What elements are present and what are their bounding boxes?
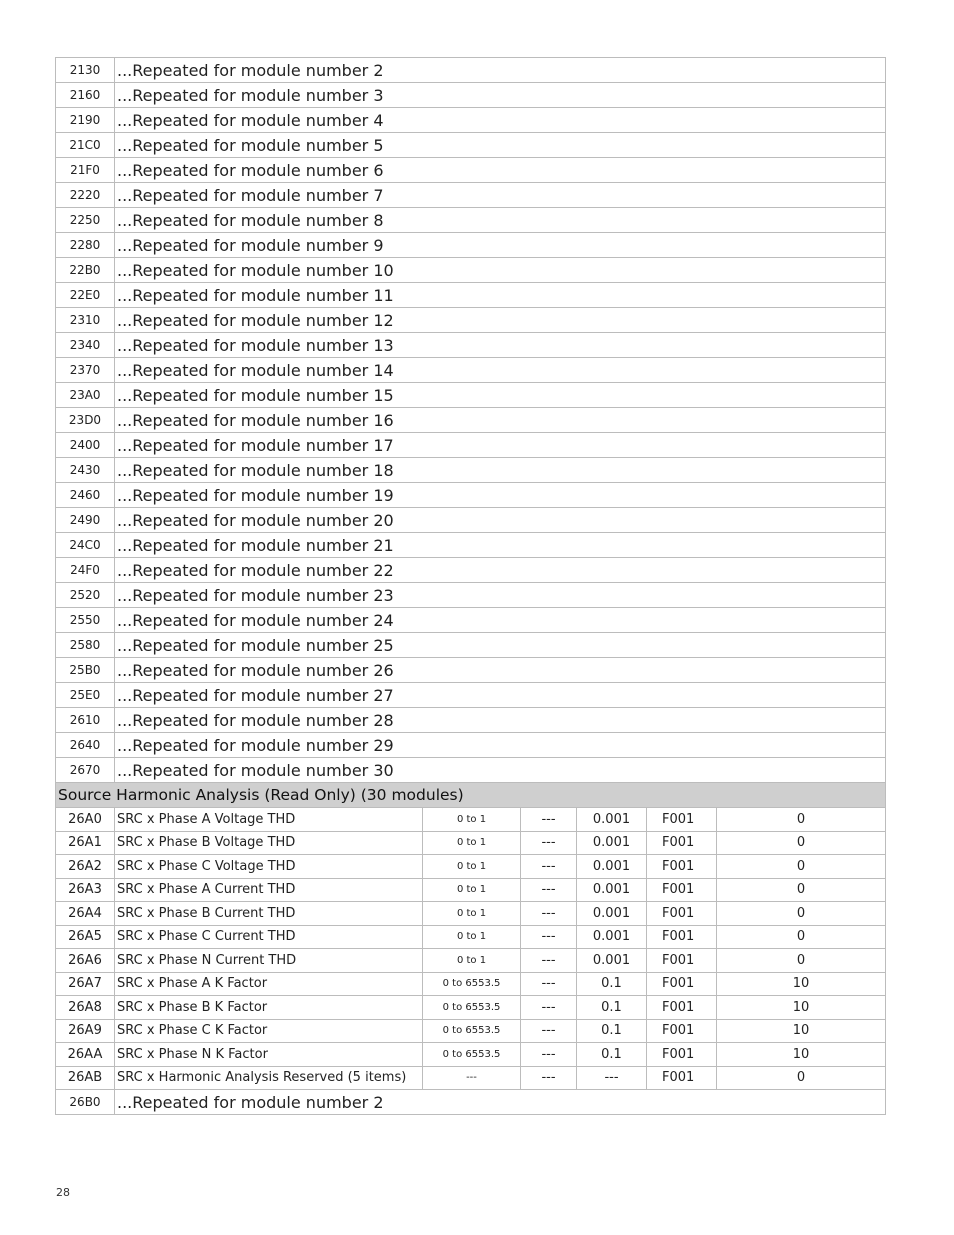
description-cell: ...Repeated for module number 12	[115, 308, 886, 333]
table-row	[56, 808, 886, 832]
description-cell: ...Repeated for module number 5	[115, 133, 886, 158]
range-cell: 0 to 6553.5	[423, 996, 521, 1020]
address-cell: 2640	[56, 733, 115, 758]
default-cell: 10	[717, 996, 886, 1020]
table-row	[56, 633, 886, 658]
address-cell: 26A2	[56, 855, 115, 879]
address-cell: 26AB	[56, 1066, 115, 1090]
table-row	[56, 1019, 886, 1043]
parameter-name-cell: SRC x Phase C K Factor	[115, 1019, 423, 1043]
address-cell: 26A7	[56, 972, 115, 996]
table-row	[56, 233, 886, 258]
table-row	[56, 533, 886, 558]
address-cell: 2610	[56, 708, 115, 733]
description-cell: ...Repeated for module number 9	[115, 233, 886, 258]
default-cell: 10	[717, 972, 886, 996]
table-row	[56, 1043, 886, 1067]
range-cell: 0 to 1	[423, 925, 521, 949]
address-cell: 2520	[56, 583, 115, 608]
address-cell: 22B0	[56, 258, 115, 283]
description-cell: ...Repeated for module number 24	[115, 608, 886, 633]
description-cell: ...Repeated for module number 18	[115, 458, 886, 483]
table-row	[56, 308, 886, 333]
units-cell: ---	[521, 949, 577, 973]
step-cell: 0.1	[577, 996, 647, 1020]
range-cell: 0 to 6553.5	[423, 1019, 521, 1043]
format-cell: F001	[647, 925, 717, 949]
description-cell: ...Repeated for module number 2	[115, 1090, 886, 1115]
description-cell: ...Repeated for module number 16	[115, 408, 886, 433]
units-cell: ---	[521, 878, 577, 902]
address-cell: 23A0	[56, 383, 115, 408]
range-cell: 0 to 1	[423, 949, 521, 973]
address-cell: 2430	[56, 458, 115, 483]
step-cell: 0.001	[577, 831, 647, 855]
parameter-name-cell: SRC x Phase B K Factor	[115, 996, 423, 1020]
default-cell: 10	[717, 1019, 886, 1043]
description-cell: ...Repeated for module number 7	[115, 183, 886, 208]
format-cell: F001	[647, 996, 717, 1020]
parameter-name-cell: SRC x Phase B Current THD	[115, 902, 423, 926]
address-cell: 2490	[56, 508, 115, 533]
address-cell: 2370	[56, 358, 115, 383]
address-cell: 2580	[56, 633, 115, 658]
step-cell: 0.1	[577, 1043, 647, 1067]
range-cell: 0 to 1	[423, 902, 521, 926]
table-row	[56, 458, 886, 483]
address-cell: 26A8	[56, 996, 115, 1020]
address-cell: 2250	[56, 208, 115, 233]
description-cell: ...Repeated for module number 10	[115, 258, 886, 283]
range-cell: 0 to 6553.5	[423, 972, 521, 996]
table-row	[56, 1090, 886, 1115]
format-cell: F001	[647, 1066, 717, 1090]
table-row	[56, 608, 886, 633]
address-cell: 26A6	[56, 949, 115, 973]
table-row	[56, 408, 886, 433]
table-row	[56, 383, 886, 408]
range-cell: 0 to 1	[423, 808, 521, 832]
table-row	[56, 283, 886, 308]
table-body	[56, 58, 886, 1115]
description-cell: ...Repeated for module number 2	[115, 58, 886, 83]
address-cell: 2340	[56, 333, 115, 358]
description-cell: ...Repeated for module number 28	[115, 708, 886, 733]
table-row	[56, 333, 886, 358]
step-cell: 0.1	[577, 1019, 647, 1043]
description-cell: ...Repeated for module number 26	[115, 658, 886, 683]
default-cell: 0	[717, 925, 886, 949]
address-cell: 26A5	[56, 925, 115, 949]
default-cell: 0	[717, 949, 886, 973]
table-row	[56, 558, 886, 583]
parameter-name-cell: SRC x Phase N K Factor	[115, 1043, 423, 1067]
parameter-name-cell: SRC x Phase A K Factor	[115, 972, 423, 996]
step-cell: ---	[577, 1066, 647, 1090]
table-row	[56, 949, 886, 973]
description-cell: ...Repeated for module number 25	[115, 633, 886, 658]
table-row	[56, 758, 886, 783]
address-cell: 26A1	[56, 831, 115, 855]
address-cell: 2310	[56, 308, 115, 333]
step-cell: 0.001	[577, 808, 647, 832]
default-cell: 0	[717, 808, 886, 832]
description-cell: ...Repeated for module number 13	[115, 333, 886, 358]
format-cell: F001	[647, 808, 717, 832]
parameter-name-cell: SRC x Phase A Current THD	[115, 878, 423, 902]
description-cell: ...Repeated for module number 30	[115, 758, 886, 783]
table-row	[56, 708, 886, 733]
table-row	[56, 483, 886, 508]
address-cell: 21F0	[56, 158, 115, 183]
table-row	[56, 902, 886, 926]
units-cell: ---	[521, 1043, 577, 1067]
table-row	[56, 831, 886, 855]
table-row	[56, 878, 886, 902]
description-cell: ...Repeated for module number 4	[115, 108, 886, 133]
memory-map-table	[55, 57, 886, 1115]
section-header: Source Harmonic Analysis (Read Only) (30 modules)	[56, 783, 886, 808]
address-cell: 26AA	[56, 1043, 115, 1067]
description-cell: ...Repeated for module number 21	[115, 533, 886, 558]
address-cell: 26A9	[56, 1019, 115, 1043]
address-cell: 23D0	[56, 408, 115, 433]
format-cell: F001	[647, 902, 717, 926]
table-row	[56, 83, 886, 108]
address-cell: 25B0	[56, 658, 115, 683]
parameter-name-cell: SRC x Phase C Voltage THD	[115, 855, 423, 879]
units-cell: ---	[521, 1019, 577, 1043]
table-row	[56, 58, 886, 83]
format-cell: F001	[647, 878, 717, 902]
address-cell: 26A3	[56, 878, 115, 902]
description-cell: ...Repeated for module number 14	[115, 358, 886, 383]
table-row	[56, 583, 886, 608]
description-cell: ...Repeated for module number 15	[115, 383, 886, 408]
table-row	[56, 855, 886, 879]
units-cell: ---	[521, 808, 577, 832]
description-cell: ...Repeated for module number 8	[115, 208, 886, 233]
units-cell: ---	[521, 902, 577, 926]
table-row	[56, 925, 886, 949]
default-cell: 0	[717, 902, 886, 926]
format-cell: F001	[647, 831, 717, 855]
format-cell: F001	[647, 1019, 717, 1043]
step-cell: 0.001	[577, 925, 647, 949]
units-cell: ---	[521, 925, 577, 949]
description-cell: ...Repeated for module number 29	[115, 733, 886, 758]
table-row	[56, 183, 886, 208]
description-cell: ...Repeated for module number 20	[115, 508, 886, 533]
address-cell: 2670	[56, 758, 115, 783]
address-cell: 2460	[56, 483, 115, 508]
parameter-name-cell: SRC x Phase A Voltage THD	[115, 808, 423, 832]
range-cell: ---	[423, 1066, 521, 1090]
address-cell: 2280	[56, 233, 115, 258]
table-row	[56, 208, 886, 233]
description-cell: ...Repeated for module number 6	[115, 158, 886, 183]
units-cell: ---	[521, 1066, 577, 1090]
format-cell: F001	[647, 855, 717, 879]
units-cell: ---	[521, 996, 577, 1020]
format-cell: F001	[647, 1043, 717, 1067]
default-cell: 0	[717, 855, 886, 879]
section-header-row	[56, 783, 886, 808]
description-cell: ...Repeated for module number 11	[115, 283, 886, 308]
address-cell: 2550	[56, 608, 115, 633]
table-row	[56, 683, 886, 708]
table-row	[56, 433, 886, 458]
default-cell: 0	[717, 878, 886, 902]
step-cell: 0.001	[577, 902, 647, 926]
description-cell: ...Repeated for module number 22	[115, 558, 886, 583]
table-row	[56, 996, 886, 1020]
table-row	[56, 658, 886, 683]
address-cell: 2220	[56, 183, 115, 208]
address-cell: 2190	[56, 108, 115, 133]
address-cell: 2400	[56, 433, 115, 458]
step-cell: 0.1	[577, 972, 647, 996]
units-cell: ---	[521, 972, 577, 996]
address-cell: 26B0	[56, 1090, 115, 1115]
parameter-name-cell: SRC x Phase B Voltage THD	[115, 831, 423, 855]
address-cell: 2130	[56, 58, 115, 83]
range-cell: 0 to 1	[423, 831, 521, 855]
parameter-name-cell: SRC x Harmonic Analysis Reserved (5 items)	[115, 1066, 423, 1090]
description-cell: ...Repeated for module number 23	[115, 583, 886, 608]
table-row	[56, 1066, 886, 1090]
table-row	[56, 358, 886, 383]
address-cell: 24F0	[56, 558, 115, 583]
table-row	[56, 158, 886, 183]
address-cell: 22E0	[56, 283, 115, 308]
table-row	[56, 258, 886, 283]
step-cell: 0.001	[577, 949, 647, 973]
table-row	[56, 733, 886, 758]
address-cell: 26A4	[56, 902, 115, 926]
range-cell: 0 to 6553.5	[423, 1043, 521, 1067]
description-cell: ...Repeated for module number 3	[115, 83, 886, 108]
table-row	[56, 108, 886, 133]
range-cell: 0 to 1	[423, 855, 521, 879]
description-cell: ...Repeated for module number 27	[115, 683, 886, 708]
format-cell: F001	[647, 972, 717, 996]
default-cell: 10	[717, 1043, 886, 1067]
parameter-name-cell: SRC x Phase C Current THD	[115, 925, 423, 949]
table-row	[56, 508, 886, 533]
units-cell: ---	[521, 855, 577, 879]
description-cell: ...Repeated for module number 17	[115, 433, 886, 458]
description-cell: ...Repeated for module number 19	[115, 483, 886, 508]
address-cell: 26A0	[56, 808, 115, 832]
memory-map-table-container	[55, 57, 885, 1115]
units-cell: ---	[521, 831, 577, 855]
default-cell: 0	[717, 1066, 886, 1090]
address-cell: 24C0	[56, 533, 115, 558]
address-cell: 25E0	[56, 683, 115, 708]
range-cell: 0 to 1	[423, 878, 521, 902]
page-number: 28	[56, 1186, 70, 1199]
step-cell: 0.001	[577, 855, 647, 879]
default-cell: 0	[717, 831, 886, 855]
step-cell: 0.001	[577, 878, 647, 902]
table-row	[56, 972, 886, 996]
address-cell: 21C0	[56, 133, 115, 158]
address-cell: 2160	[56, 83, 115, 108]
parameter-name-cell: SRC x Phase N Current THD	[115, 949, 423, 973]
table-row	[56, 133, 886, 158]
format-cell: F001	[647, 949, 717, 973]
